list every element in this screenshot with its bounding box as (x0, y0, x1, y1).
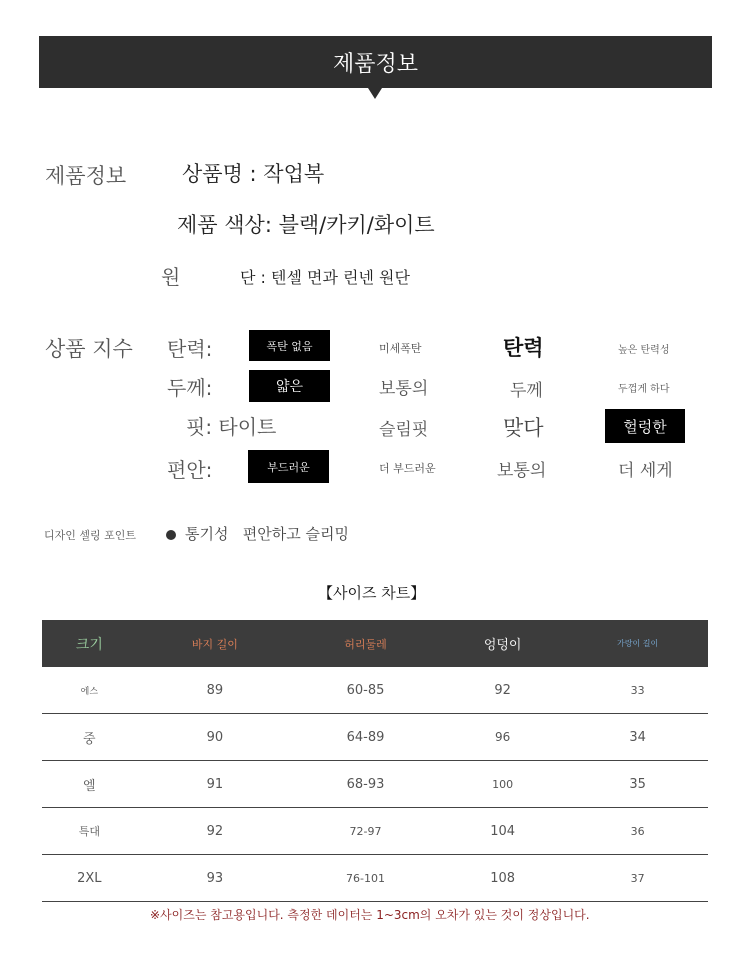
elasticity-option-selected: 폭탄 없음 (249, 330, 330, 361)
product-color: 제품 색상: 블랙/카키/화이트 (177, 213, 435, 237)
material-label: 원 (161, 265, 181, 289)
elasticity-option: 높은 탄력성 (618, 345, 670, 356)
table-row (42, 808, 708, 855)
cell-size: 에스 (42, 667, 137, 714)
selling-point-label: 디자인 셀링 포인트 (44, 529, 137, 542)
fit-label: 핏: 타이트 (186, 415, 277, 439)
banner-title: 제품정보 (332, 51, 418, 77)
cell-size: 2XL (42, 855, 137, 902)
header-pants-length: 바지 길이 (137, 620, 293, 667)
cell-size: 엘 (42, 761, 137, 808)
cell-waist: 60-85 (293, 667, 438, 714)
header-size: 크기 (42, 620, 137, 667)
table-row (42, 667, 708, 714)
fit-option: 맞다 (503, 416, 544, 440)
header-hip: 엉덩이 (438, 620, 567, 667)
banner-arrow (368, 88, 382, 99)
table-row (42, 855, 708, 902)
cell-size: 중 (42, 714, 137, 761)
thickness-option: 두께 (510, 381, 543, 401)
cell-hip: 96 (438, 714, 567, 761)
table-row (42, 761, 708, 808)
material-value: 단 : 텐셀 면과 린넨 원단 (240, 268, 410, 287)
size-chart-table (42, 620, 708, 902)
selling-point-value: 통기성 편안하고 슬리밍 (185, 525, 349, 543)
cell-pants-length: 90 (137, 714, 293, 761)
fit-option: 슬림핏 (379, 420, 429, 440)
cell-pants-length: 89 (137, 667, 293, 714)
comfort-option: 더 부드러운 (379, 462, 436, 475)
cell-pants-length: 92 (137, 808, 293, 855)
thickness-option: 두껍게 하다 (618, 384, 670, 395)
header-waist: 허리둘레 (293, 620, 438, 667)
cell-pants-length: 93 (137, 855, 293, 902)
cell-pants-length: 91 (137, 761, 293, 808)
header-inseam: 가랑이 길이 (567, 620, 708, 667)
thickness-option: 보통의 (379, 379, 429, 399)
cell-waist: 64-89 (293, 714, 438, 761)
bullet-icon (166, 530, 176, 540)
cell-inseam: 34 (567, 714, 708, 761)
cell-waist: 68-93 (293, 761, 438, 808)
size-chart-note: ※사이즈는 참고용입니다. 측정한 데이터는 1~3cm의 오차가 있는 것이 정상입니다. (150, 908, 590, 922)
banner (39, 36, 712, 88)
product-name: 상품명 : 작업복 (182, 162, 325, 186)
cell-inseam: 37 (567, 855, 708, 902)
index-label: 상품 지수 (45, 337, 133, 361)
elasticity-option: 탄력 (503, 336, 544, 360)
size-chart-title: 【사이즈 차트】 (318, 584, 426, 602)
cell-hip: 108 (438, 855, 567, 902)
comfort-label: 편안: (167, 458, 213, 482)
cell-size: 특대 (42, 808, 137, 855)
elasticity-label: 탄력: (167, 337, 213, 361)
thickness-label: 두께: (167, 376, 213, 400)
fit-option-selected: 헐렁한 (605, 409, 685, 443)
table-row (42, 714, 708, 761)
comfort-option: 더 세게 (618, 461, 673, 481)
cell-inseam: 35 (567, 761, 708, 808)
cell-hip: 100 (438, 761, 567, 808)
elasticity-option: 미세폭탄 (379, 342, 422, 355)
cell-waist: 72-97 (293, 808, 438, 855)
cell-inseam: 33 (567, 667, 708, 714)
cell-hip: 92 (438, 667, 567, 714)
comfort-option: 보통의 (497, 461, 547, 481)
thickness-option-selected: 얇은 (249, 370, 330, 402)
cell-inseam: 36 (567, 808, 708, 855)
product-info-label: 제품정보 (45, 164, 127, 188)
size-chart-header-row (42, 620, 708, 667)
comfort-option-selected: 부드러운 (248, 450, 329, 483)
cell-waist: 76-101 (293, 855, 438, 902)
cell-hip: 104 (438, 808, 567, 855)
